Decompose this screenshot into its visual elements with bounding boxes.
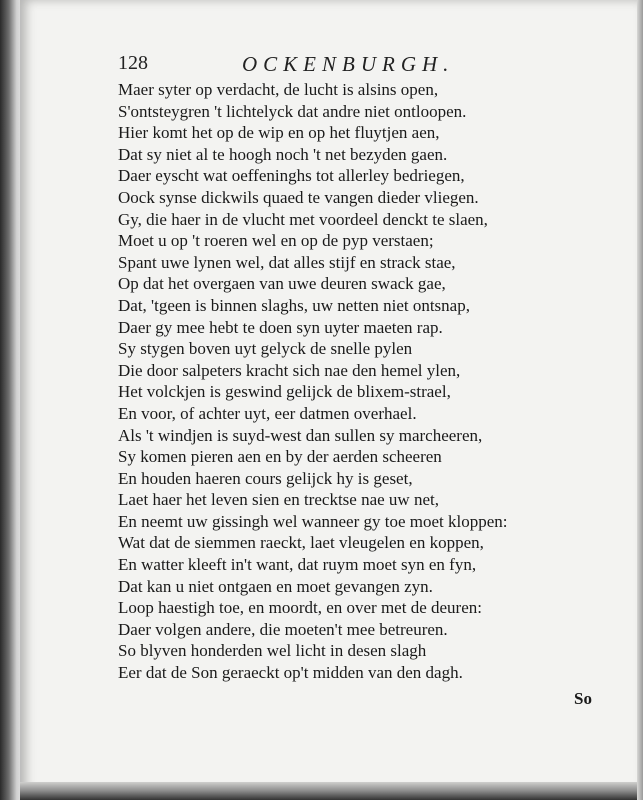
poem-line: En neemt uw gissingh wel wanneer gy toe moet kloppen:: [118, 511, 508, 531]
poem-line: Dat, 'tgeen is binnen slaghs, uw netten niet ontsnap,: [118, 295, 470, 315]
poem-line: Spant uwe lynen wel, dat alles stijf en strack stae,: [118, 252, 456, 272]
poem-line: Maer syter op verdacht, de lucht is alsins open,: [118, 80, 439, 99]
book-gutter: [0, 0, 22, 800]
poem-line: Op dat het overgaen van uwe deuren swack gae,: [118, 274, 446, 294]
running-title: OCKENBURGH.: [242, 52, 455, 76]
poem-line: Dat kan u niet ontgaen en moet gevangen zyn.: [118, 576, 433, 596]
poem-line: Daer gy mee hebt te doen syn uyter maeten rap.: [118, 317, 443, 337]
catchword: So: [574, 689, 592, 708]
poem-line: Het volckjen is geswind gelijck de blixem-strael,: [118, 382, 451, 402]
poem-line: Gy, die haer in de vlucht met voordeel denckt te slaen,: [118, 209, 488, 229]
poem-line: So blyven honderden wel licht in desen slagh: [118, 641, 427, 661]
poem-line: Laet haer het leven sien en trecktse nae uw net,: [118, 490, 439, 510]
poem-line: Dat sy niet al te hoogh noch 't net bezyden gaen.: [118, 144, 448, 164]
poem-line: En watter kleeft in't want, dat ruym moet syn en fyn,: [118, 555, 477, 575]
poem-line: Daer eyscht wat oeffeninghs tot allerley bedriegen,: [118, 166, 465, 186]
poem-line: Oock synse dickwils quaed te vangen dieder vliegen.: [118, 187, 479, 207]
page-number: 128: [118, 52, 148, 74]
poem-line: Die door salpeters kracht sich nae den hemel ylen,: [118, 360, 461, 380]
poem-line: Hier komt het op de wip en op het fluytjen aen,: [118, 123, 440, 143]
poem-line: En houden haeren cours gelijck hy is geset,: [118, 468, 413, 488]
poem-line: Eer dat de Son geraeckt op't midden van den dagh.: [118, 663, 463, 683]
page-bottom-edge: [20, 782, 643, 800]
poem-line: Loop haestigh toe, en moordt, en over met de deuren:: [118, 598, 482, 618]
poem-line: Daer volgen andere, die moeten't mee betreuren.: [118, 619, 448, 639]
poem-line: S'ontsteygren 't lichtelyck dat andre niet ontloopen.: [118, 101, 467, 121]
poem-line: Wat dat de siemmen raeckt, laet vleugelen en koppen,: [118, 533, 484, 553]
poem-line: Moet u op 't roeren wel en op de pyp verstaen;: [118, 231, 434, 251]
poem-line: Sy stygen boven uyt gelyck de snelle pylen: [118, 339, 413, 359]
poem-text: [118, 79, 598, 684]
poem-line: En voor, of achter uyt, eer datmen overhael.: [118, 403, 417, 423]
poem-line: Als 't windjen is suyd-west dan sullen sy marcheeren,: [118, 425, 483, 445]
poem-line: Sy komen pieren aen en by der aerden scheeren: [118, 447, 442, 467]
page-right-edge: [637, 0, 643, 800]
